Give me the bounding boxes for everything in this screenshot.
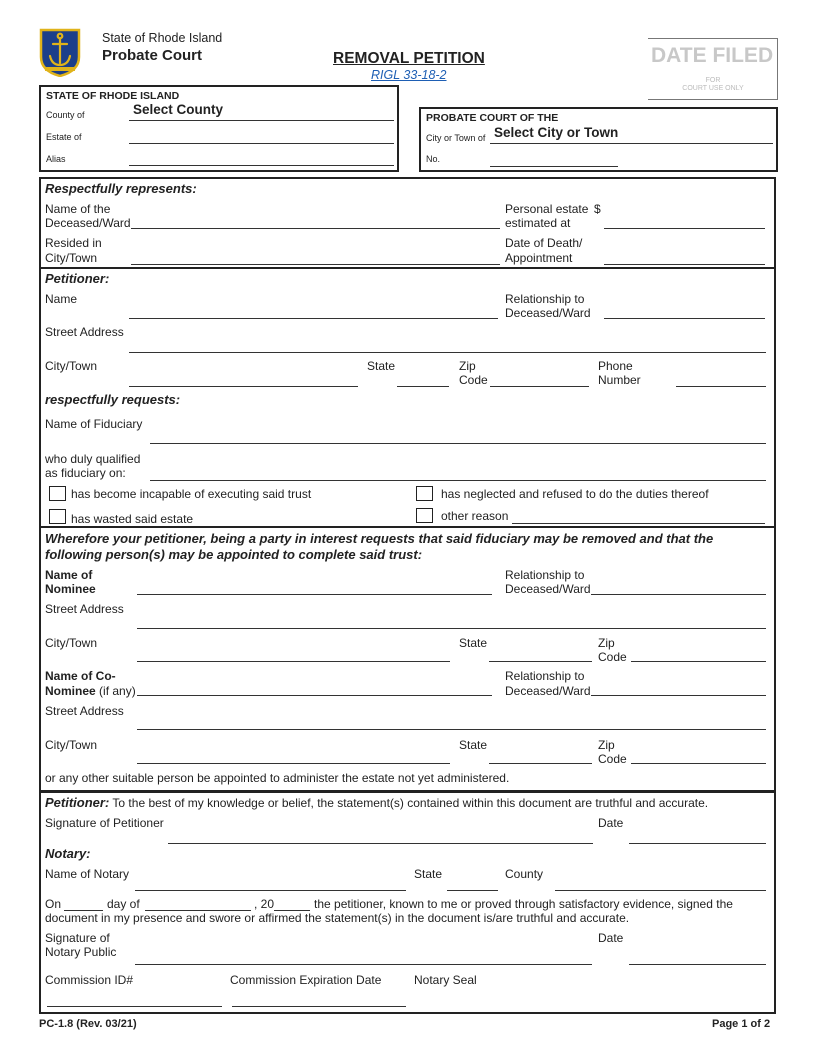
page-number: Page 1 of 2 — [712, 1018, 771, 1030]
qualified-label-2: as fiduciary on: — [45, 466, 126, 480]
nominee-city-label: City/Town — [45, 636, 98, 650]
state-name: State of Rhode Island — [102, 31, 223, 45]
notary-seal-label: Notary Seal — [414, 973, 477, 987]
represents-heading: Respectfully represents: — [45, 181, 197, 196]
co-nominee-rel-label-2: Deceased/Ward — [505, 684, 591, 698]
notary-county-label: County — [505, 867, 544, 881]
nominee-zip-label-1: Zip — [598, 636, 615, 650]
sig-petitioner-input[interactable] — [168, 843, 593, 844]
county-select[interactable]: Select County — [133, 102, 224, 117]
personal-estate-label-2: estimated at — [505, 216, 571, 230]
petitioner-name-input[interactable] — [129, 318, 498, 319]
sig-notary-date-input[interactable] — [629, 964, 766, 965]
nominee-name-input[interactable] — [137, 594, 492, 595]
co-nominee-name-input[interactable] — [137, 695, 492, 696]
notary-state-label: State — [414, 867, 443, 881]
resided-label-2: City/Town — [45, 251, 98, 265]
nominee-rel-label-2: Deceased/Ward — [505, 582, 591, 596]
co-nominee-label-1: Name of Co- — [45, 669, 116, 683]
form-id: PC-1.8 (Rev. 03/21) — [39, 1018, 137, 1030]
case-no-input[interactable] — [490, 166, 618, 167]
city-town-line — [490, 143, 773, 144]
petitioner-phone-label-1: Phone — [598, 359, 633, 373]
qualified-label-1: who duly qualified — [45, 452, 141, 466]
death-date-label-2: Appointment — [505, 251, 573, 265]
estate-label: Estate of — [46, 132, 82, 142]
petitioner-rel-input[interactable] — [604, 318, 765, 319]
sig-notary-date-label: Date — [598, 931, 624, 945]
co-nominee-zip-label-2: Code — [598, 752, 627, 766]
fiduciary-input[interactable] — [150, 443, 766, 444]
jurat-day-of: day of — [107, 897, 140, 911]
co-nominee-city-input[interactable] — [137, 763, 450, 764]
court-use-line-1: FOR — [705, 77, 721, 84]
county-label: County of — [46, 110, 85, 120]
resided-input[interactable] — [131, 264, 500, 265]
other-reason-input[interactable] — [512, 523, 765, 524]
wherefore-line-2: following person(s) may be appointed to complete said trust: — [45, 547, 423, 562]
petitioner-city-label: City/Town — [45, 359, 98, 373]
divider-1 — [39, 267, 776, 269]
nominee-name-label-2: Nominee — [45, 582, 96, 596]
city-town-label: City or Town of — [426, 133, 486, 143]
co-nominee-zip-input[interactable] — [631, 763, 766, 764]
nominee-rel-label-1: Relationship to — [505, 568, 585, 582]
court-name: Probate Court — [102, 47, 203, 64]
commission-exp-label: Commission Expiration Date — [230, 973, 382, 987]
alias-label: Alias — [46, 154, 66, 164]
nominee-rel-input[interactable] — [591, 594, 766, 595]
nominee-street-input[interactable] — [137, 628, 766, 629]
petitioner-state-input[interactable] — [397, 386, 449, 387]
co-nominee-label-2-bold: Nominee — [45, 684, 96, 698]
petitioner-street-input[interactable] — [129, 352, 766, 353]
wasted-checkbox[interactable] — [49, 509, 66, 524]
petitioner-zip-label-1: Zip — [459, 359, 476, 373]
jurat-on: On — [45, 897, 62, 911]
other-person-text: or any other suitable person be appointed to administer the estate not yet administered. — [45, 771, 510, 785]
divider-3 — [39, 790, 776, 793]
case-no-label: No. — [426, 154, 441, 164]
commission-exp-input[interactable] — [232, 1006, 406, 1007]
personal-estate-input[interactable] — [604, 228, 765, 229]
date-filed-label: DATE FILED — [651, 44, 774, 67]
co-nominee-label-2 — [45, 684, 136, 698]
statute-link[interactable]: RIGL 33-18-2 — [371, 68, 447, 82]
co-nominee-if-any: (if any) — [99, 684, 136, 698]
petitioner-phone-label-2: Number — [598, 373, 641, 387]
main-form-frame — [39, 177, 776, 1014]
deceased-name-label-1: Name of the — [45, 202, 111, 216]
personal-estate-label-1: Personal estate — [505, 202, 589, 216]
petitioner-street-label: Street Address — [45, 325, 124, 339]
estate-input[interactable] — [129, 143, 394, 144]
deceased-name-label-2: Deceased/Ward — [45, 216, 131, 230]
notary-name-label: Name of Notary — [45, 867, 130, 881]
nominee-city-input[interactable] — [137, 661, 450, 662]
wasted-label: has wasted said estate — [71, 512, 194, 526]
petitioner-city-input[interactable] — [129, 386, 358, 387]
petitioner-phone-input[interactable] — [676, 386, 766, 387]
notary-name-input[interactable] — [135, 890, 406, 891]
petitioner-zip-label-2: Code — [459, 373, 488, 387]
sig-date-label: Date — [598, 816, 624, 830]
form-title: REMOVAL PETITION — [333, 50, 485, 67]
co-nominee-rel-label-1: Relationship to — [505, 669, 585, 683]
jurat-text-1: the petitioner, known to me or proved through satisfactory evidence, signed the — [314, 897, 733, 911]
death-date-label-1: Date of Death/ — [505, 236, 583, 250]
death-date-input[interactable] — [604, 264, 765, 265]
jurat-text-2: document in my presence and swore or affirmed the statement(s) in the document is/are truthful and accurate. — [45, 911, 630, 925]
co-nominee-state-label: State — [459, 738, 488, 752]
nominee-state-input[interactable] — [489, 661, 592, 662]
rhode-island-seal — [38, 27, 82, 77]
nominee-zip-label-2: Code — [598, 650, 627, 664]
wherefore-line-1: Wherefore your petitioner, being a party in interest requests that said fiduciary may be removed and that the — [45, 531, 714, 546]
commission-id-label: Commission ID# — [45, 973, 134, 987]
attest-heading: Petitioner: — [45, 795, 110, 810]
co-nominee-city-label: City/Town — [45, 738, 98, 752]
co-nominee-street-label: Street Address — [45, 704, 124, 718]
petitioner-name-label: Name — [45, 292, 78, 306]
petitioner-heading: Petitioner: — [45, 271, 110, 286]
divider-2 — [39, 526, 776, 528]
sig-notary-input[interactable] — [135, 964, 592, 965]
qualified-input[interactable] — [150, 480, 766, 481]
resided-label-1: Resided in — [45, 236, 102, 250]
notary-heading: Notary: — [45, 846, 91, 861]
commission-id-input[interactable] — [47, 1006, 222, 1007]
petitioner-zip-input[interactable] — [490, 386, 589, 387]
sig-petitioner-label: Signature of Petitioner — [45, 816, 164, 830]
petitioner-rel-label-2: Deceased/Ward — [505, 306, 591, 320]
nominee-name-label-1: Name of — [45, 568, 93, 582]
neglected-label: has neglected and refused to do the duties thereof — [441, 487, 709, 501]
co-nominee-state-input[interactable] — [489, 763, 592, 764]
notary-state-input[interactable] — [447, 890, 498, 891]
neglected-checkbox[interactable] — [416, 486, 433, 501]
dollar-sign: $ — [594, 202, 601, 216]
jurat-comma-20: , 20 — [254, 897, 275, 911]
court-of-heading: PROBATE COURT OF THE — [426, 112, 559, 124]
fiduciary-label: Name of Fiduciary — [45, 417, 143, 431]
sig-notary-label-1: Signature of — [45, 931, 110, 945]
co-nominee-zip-label-1: Zip — [598, 738, 615, 752]
co-nominee-rel-input[interactable] — [591, 695, 766, 696]
incapable-checkbox[interactable] — [49, 486, 66, 501]
petitioner-attest — [45, 796, 708, 810]
county-line — [129, 120, 394, 121]
incapable-label: has become incapable of executing said trust — [71, 487, 312, 501]
city-town-select[interactable]: Select City or Town — [494, 125, 619, 140]
alias-input[interactable] — [129, 165, 394, 166]
sig-date-input[interactable] — [629, 843, 766, 844]
nominee-zip-input[interactable] — [631, 661, 766, 662]
sig-notary-label-2: Notary Public — [45, 945, 117, 959]
requests-heading: respectfully requests: — [45, 392, 181, 407]
nominee-street-label: Street Address — [45, 602, 124, 616]
other-reason-label: other reason — [441, 509, 509, 523]
attest-text: To the best of my knowledge or belief, the statement(s) contained within this document are truthful and accurate. — [112, 796, 709, 810]
deceased-name-input[interactable] — [131, 228, 500, 229]
co-nominee-street-input[interactable] — [137, 729, 766, 730]
state-heading: STATE OF RHODE ISLAND — [46, 90, 180, 102]
other-reason-checkbox[interactable] — [416, 508, 433, 523]
petitioner-rel-label-1: Relationship to — [505, 292, 585, 306]
court-use-line-2: COURT USE ONLY — [682, 85, 744, 92]
notary-county-input[interactable] — [555, 890, 766, 891]
petitioner-state-label: State — [367, 359, 396, 373]
nominee-state-label: State — [459, 636, 488, 650]
